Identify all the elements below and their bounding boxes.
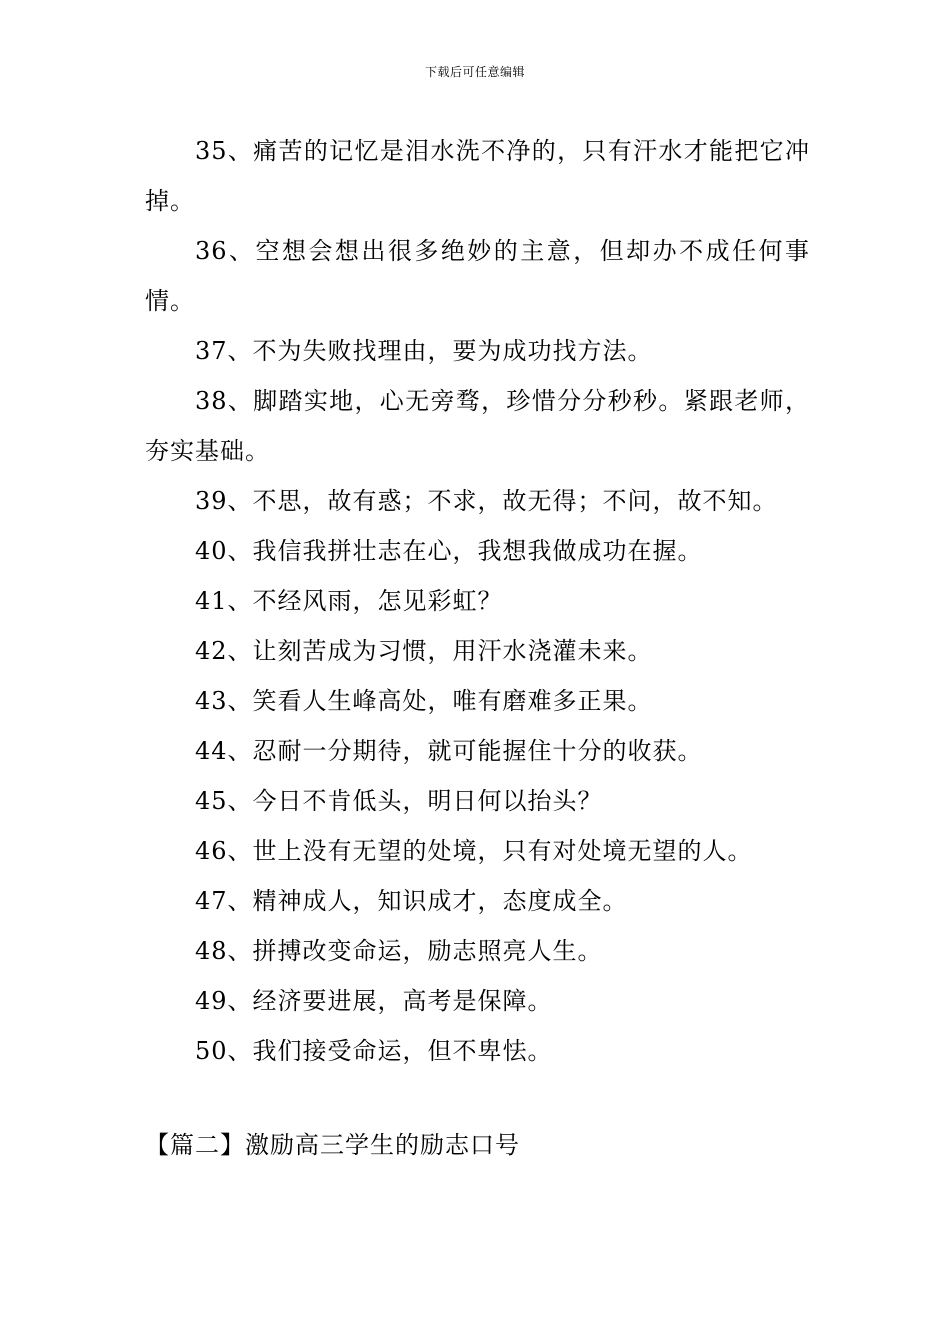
list-item: 50、我们接受命运，但不卑怯。 <box>195 1037 553 1065</box>
slogan-list <box>145 126 810 1076</box>
list-item: 45、今日不肯低头，明日何以抬头？ <box>195 787 603 815</box>
list-item: 41、不经风雨，怎见彩虹？ <box>195 587 503 615</box>
list-item: 46、世上没有无望的处境，只有对处境无望的人。 <box>195 837 753 865</box>
list-item: 47、精神成人，知识成才，态度成全。 <box>195 887 628 915</box>
section-title: 【篇二】激励高三学生的励志口号 <box>145 1131 520 1159</box>
list-item: 36、空想会想出很多绝妙的主意，但却办不成任何事情。 <box>145 237 810 315</box>
list-item: 35、痛苦的记忆是泪水洗不净的，只有汗水才能把它冲掉。 <box>145 137 810 215</box>
header-note: 下载后可任意编辑 <box>424 65 525 79</box>
list-item: 40、我信我拼壮志在心，我想我做成功在握。 <box>195 537 703 565</box>
list-item: 37、不为失败找理由，要为成功找方法。 <box>195 337 653 365</box>
list-item: 39、不思，故有惑；不求，故无得；不问，故不知。 <box>195 487 778 515</box>
list-item: 38、脚踏实地，心无旁骛，珍惜分分秒秒。紧跟老师，夯实基础。 <box>145 387 810 465</box>
list-item: 49、经济要进展，高考是保障。 <box>195 987 553 1015</box>
list-item: 44、忍耐一分期待，就可能握住十分的收获。 <box>195 737 703 765</box>
list-item: 43、笑看人生峰高处，唯有磨难多正果。 <box>195 687 653 715</box>
list-item: 42、让刻苦成为习惯，用汗水浇灌未来。 <box>195 637 653 665</box>
list-item: 48、拼搏改变命运，励志照亮人生。 <box>195 937 603 965</box>
